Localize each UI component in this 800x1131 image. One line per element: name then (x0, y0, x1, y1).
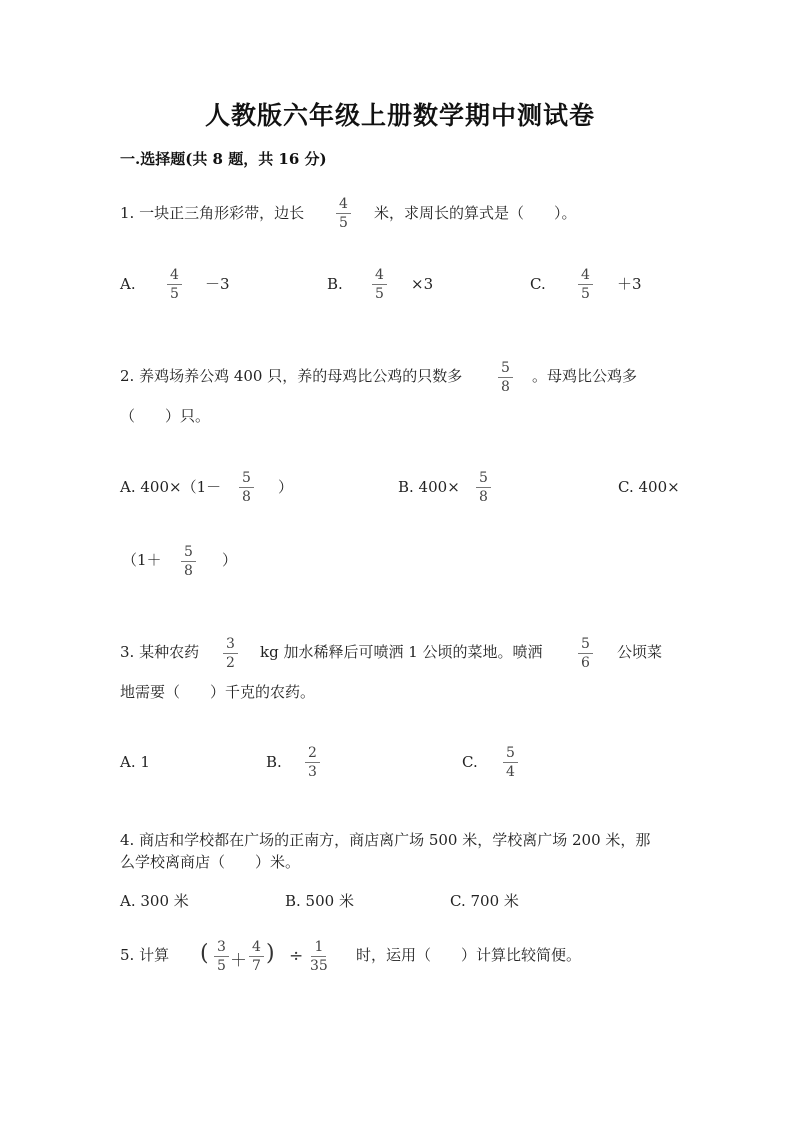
option-letter: B. (266, 753, 282, 771)
option-tail: ＋3 (617, 275, 642, 293)
option-fraction (239, 471, 254, 505)
fraction-numerator: 4 (249, 940, 264, 957)
option-fraction (167, 268, 182, 302)
option-fraction (476, 471, 491, 505)
fraction-denominator: 5 (170, 286, 179, 302)
q3-text-mid: kg 加水稀释后可喷洒 1 公顷的菜地。喷洒 (260, 643, 543, 661)
option-fraction (181, 545, 196, 579)
option-tail: ×3 (411, 275, 434, 293)
option-tail: －3 (205, 275, 230, 293)
option-fraction (372, 268, 387, 302)
fraction-denominator: 5 (217, 958, 226, 974)
q1-text-start: 1. 一块正三角形彩带，边长 (120, 204, 305, 222)
fraction-denominator: 8 (242, 489, 251, 505)
option-tail: ） (278, 478, 294, 496)
q5-fraction-1 (214, 940, 229, 974)
q2-fraction (498, 361, 513, 395)
page-title: 人教版六年级上册数学期中测试卷 (204, 101, 595, 130)
q4-text-line2: 么学校离商店（ ）米。 (120, 853, 301, 871)
fraction-denominator: 5 (581, 286, 590, 302)
q3-fraction-2 (578, 637, 593, 671)
fraction-numerator: 4 (336, 197, 351, 214)
fraction-denominator: 5 (339, 215, 348, 231)
q3-text-start: 3. 某种农药 (120, 643, 200, 661)
fraction-numerator: 5 (181, 545, 196, 562)
section-heading: 一.选择题(共 8 题，共 16 分) (120, 150, 327, 168)
option-text: A. 400×（1－ (120, 478, 222, 496)
fraction-denominator: 35 (310, 958, 328, 974)
option-text: C. 400× (618, 478, 680, 496)
fraction-denominator: 6 (581, 655, 590, 671)
q4-option-a[interactable]: A. 300 米 (120, 892, 189, 910)
fraction-denominator: 7 (252, 958, 261, 974)
q2-text-mid: 。母鸡比公鸡多 (532, 367, 638, 385)
fraction-denominator: 4 (506, 764, 515, 780)
option-letter: A. (120, 275, 136, 293)
fraction-numerator: 2 (305, 746, 320, 763)
option-letter: B. (327, 275, 343, 293)
plus-sign: ＋ (230, 951, 247, 971)
fraction-numerator: 5 (239, 471, 254, 488)
fraction-numerator: 4 (167, 268, 182, 285)
option-fraction (578, 268, 593, 302)
open-paren: ( (200, 941, 209, 966)
q2-text-end: （ ）只。 (120, 407, 211, 425)
q3-fraction-1 (223, 637, 238, 671)
q1-text-end: 米，求周长的算式是（ ）。 (374, 204, 577, 222)
fraction-numerator: 3 (223, 637, 238, 654)
q5-text-start: 5. 计算 (120, 946, 170, 964)
option-text: B. 400× (398, 478, 460, 496)
fraction-numerator: 4 (578, 268, 593, 285)
option-fraction (503, 746, 518, 780)
division-sign: ÷ (289, 946, 304, 966)
option-tail: ） (222, 551, 238, 569)
fraction-denominator: 8 (479, 489, 488, 505)
fraction-numerator: 5 (476, 471, 491, 488)
option-text-continued: （1＋ (122, 551, 162, 569)
fraction-numerator: 5 (498, 361, 513, 378)
q5-fraction-3 (310, 940, 328, 974)
fraction-numerator: 3 (214, 940, 229, 957)
option-fraction (305, 746, 320, 780)
q3-option-a[interactable]: A. 1 (120, 753, 150, 771)
close-paren: ) (266, 941, 275, 966)
q2-text-start: 2. 养鸡场养公鸡 400 只，养的母鸡比公鸡的只数多 (120, 367, 463, 385)
fraction-numerator: 5 (503, 746, 518, 763)
fraction-denominator: 8 (184, 563, 193, 579)
q5-text-end: 时，运用（ ）计算比较简便。 (356, 946, 582, 964)
fraction-denominator: 3 (308, 764, 317, 780)
q4-text-line1: 4. 商店和学校都在广场的正南方，商店离广场 500 米，学校离广场 200 米，那 (120, 831, 651, 849)
fraction-numerator: 5 (578, 637, 593, 654)
option-letter: C. (462, 753, 478, 771)
q4-option-c[interactable]: C. 700 米 (450, 892, 519, 910)
option-letter: C. (530, 275, 546, 293)
fraction-numerator: 4 (372, 268, 387, 285)
fraction-denominator: 5 (375, 286, 384, 302)
q3-text-mid2: 公顷菜 (617, 643, 663, 661)
q3-text-end: 地需要（ ）千克的农药。 (120, 683, 316, 701)
q1-fraction (336, 197, 351, 231)
q5-fraction-2 (249, 940, 264, 974)
q4-option-b[interactable]: B. 500 米 (285, 892, 354, 910)
fraction-numerator: 1 (311, 940, 326, 957)
fraction-denominator: 2 (226, 655, 235, 671)
fraction-denominator: 8 (501, 379, 510, 395)
